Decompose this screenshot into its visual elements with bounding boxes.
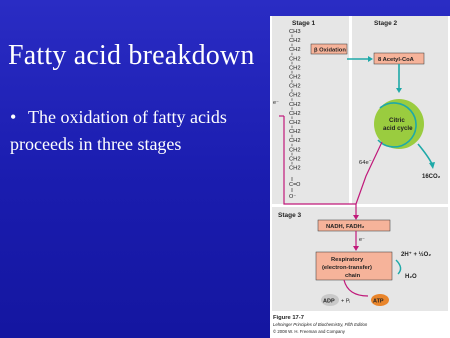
resp-label-line3: chain: [345, 273, 361, 279]
co2-label: 16CO₂: [422, 174, 441, 180]
adp-label: ADP: [323, 298, 335, 305]
methylene-group: CH2: [289, 129, 301, 136]
bullet-item: [10, 104, 227, 131]
bullet-dot-icon: •: [10, 107, 17, 127]
phosphate-label: + Pᵢ: [341, 298, 351, 305]
water-label: H₂O: [405, 274, 417, 280]
electrons-down-label: e⁻: [359, 237, 365, 243]
bullet-list: [10, 104, 227, 158]
methylene-group: CH2: [289, 56, 301, 63]
carboxyl-carbon: C=O: [289, 182, 301, 188]
stage3-label: Stage 3: [278, 212, 302, 219]
methyl-group: CH3: [289, 29, 301, 35]
carboxyl-oxygen: O⁻: [289, 194, 297, 200]
acetyl-coa-label: 8 Acetyl-CoA: [378, 57, 414, 63]
stage1-label: Stage 1: [292, 20, 316, 27]
slide-title: Fatty acid breakdown: [8, 40, 255, 71]
methylene-group: CH2: [289, 83, 301, 90]
methylene-group: CH2: [289, 138, 301, 145]
citric-label-line1: Citric: [389, 117, 405, 124]
pathway-figure: [270, 16, 450, 338]
caption-copyright: © 2008 W. H. Freeman and Company: [273, 329, 345, 334]
methylene-group: CH2: [289, 165, 301, 172]
resp-label-line2: (electron-transfer): [322, 265, 372, 271]
methylene-group: CH2: [289, 101, 301, 108]
caption-book: Lehninger Principles of Biochemistry, Fifth Edition: [273, 322, 368, 327]
methylene-group: CH2: [289, 38, 301, 45]
methylene-group: CH2: [289, 110, 301, 117]
resp-label-line1: Respiratory: [331, 257, 364, 263]
bullet-text-line1: The oxidation of fatty acids: [28, 107, 227, 127]
oxygen-label: 2H⁺ + ½O₂: [401, 252, 432, 258]
methylene-group: CH2: [289, 65, 301, 72]
methylene-group: CH2: [289, 120, 301, 126]
methylene-group: CH2: [289, 147, 301, 154]
electrons-64-label: 64e⁻: [359, 160, 372, 166]
bullet-continuation: proceeds in three stages: [10, 134, 182, 154]
methylene-group: CH2: [289, 92, 301, 99]
methylene-group: CH2: [289, 47, 301, 54]
methylene-group: CH2: [289, 156, 301, 163]
nadh-label: NADH, FADH₂: [326, 224, 365, 230]
caption-figure-number: Figure 17-7: [273, 315, 304, 321]
beta-oxidation-label: β Oxidation: [314, 47, 346, 54]
pathway-diagram: [270, 16, 450, 338]
atp-label: ATP: [373, 298, 384, 305]
citric-label-line2: acid cycle: [383, 125, 413, 132]
methylene-group: CH2: [289, 74, 301, 81]
electrons-left-label: e⁻: [273, 100, 279, 106]
stage2-label: Stage 2: [374, 20, 398, 27]
